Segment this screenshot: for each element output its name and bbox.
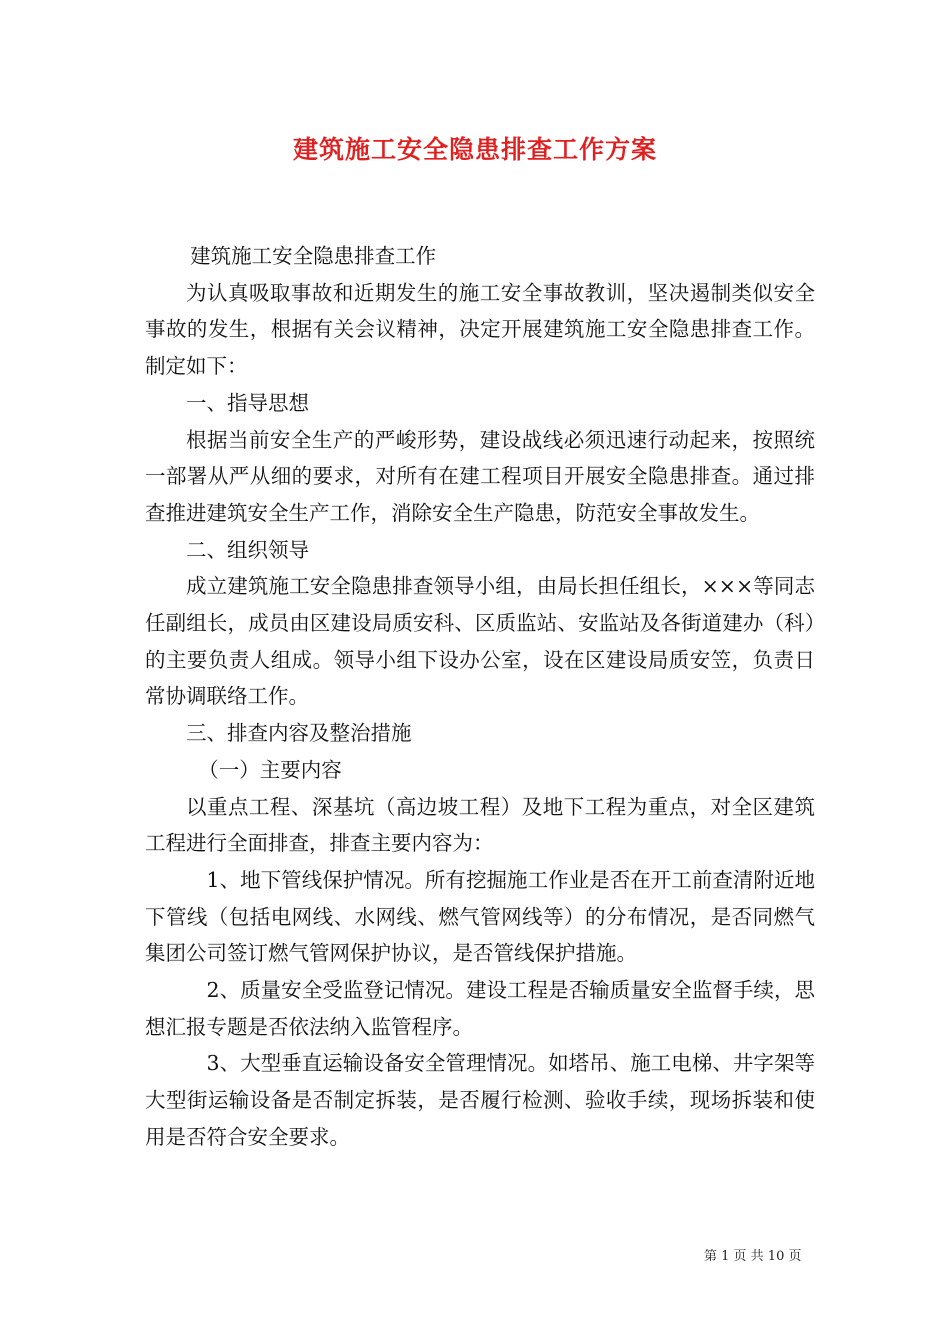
section-heading-organization: 二、组织领导: [186, 537, 309, 562]
paragraph-heading: 建筑施工安全隐患排查工作: [190, 244, 437, 268]
list-item-pipeline: 1、地下管线保护情况。所有挖掘施工作业是否在开工前查清附近地下管线（包括电网线、水网线、燃气管网线等）的分布情况，是否同燃气集团公司签订燃气管网保护协议，是否管线保护措施。: [145, 867, 815, 966]
list-item-quality-registration: 2、质量安全受监登记情况。建设工程是否输质量安全监督手续，思想汇报专题是否依法纳入监管程序。: [145, 978, 815, 1039]
paragraph-guiding-ideology: 根据当前安全生产的严峻形势，建设战线必须迅速行动起来，按照统一部署从严从细的要求，对所有在建工程项目开展安全隐患排查。通过排查推进建筑安全生产工作，消除安全生产隐患，防范安全事故发生。: [145, 427, 815, 525]
subsection-heading-main-content: （一）主要内容: [198, 757, 342, 782]
page-number: 第 1 页 共 10 页: [704, 1249, 802, 1264]
section-heading-inspection: 三、排查内容及整治措施: [186, 721, 412, 746]
list-item-vertical-transport: 3、大型垂直运输设备安全管理情况。如塔吊、施工电梯、井字架等大型街运输设备是否制定拆装，是否履行检测、验收手续，现场拆装和使用是否符合安全要求。: [145, 1051, 815, 1149]
paragraph-main-content: 以重点工程、深基坑（高边坡工程）及地下工程为重点，对全区建筑工程进行全面排查，排查主要内容为：: [145, 794, 815, 856]
section-heading-guiding-ideology: 一、指导思想: [186, 390, 309, 415]
paragraph-intro: 为认真吸取事故和近期发生的施工安全事故教训，坚决遏制类似安全事故的发生，根据有关会议精神，决定开展建筑施工安全隐患排查工作。制定如下：: [145, 280, 815, 379]
paragraph-organization: 成立建筑施工安全隐患排查领导小组，由局长担任组长，×××等同志任副组长，成员由区建设局质安科、区质监站、安监站及各街道建办（科）的主要负责人组成。领导小组下设办公室，设在区建设局质安笠，负责日常协调联络工作。: [145, 574, 815, 709]
document-title: 建筑施工安全隐患排查工作方案: [292, 135, 657, 164]
document-body: [145, 238, 815, 1156]
